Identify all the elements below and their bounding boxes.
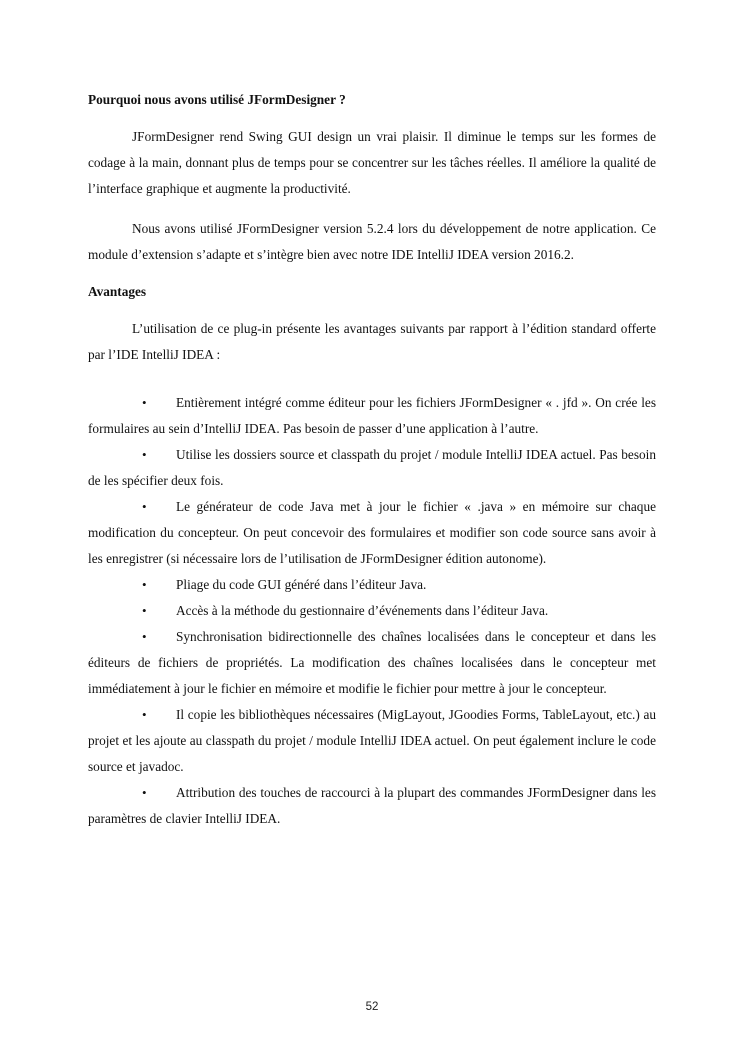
list-item: [88, 702, 656, 780]
paragraph-jformdesigner-version: Nous avons utilisé JFormDesigner version 5.2.4 lors du développement de notre application. Ce module d’extension s’adapte et s’intègre bien avec notre IDE IntelliJ IDEA version 2016.2.: [88, 221, 656, 262]
bullet-icon: •: [142, 499, 147, 514]
paragraph-jformdesigner-benefits: JFormDesigner rend Swing GUI design un vrai plaisir. Il diminue le temps sur les formes de codage à la main, donnant plus de temps pour se concentrer sur les tâches réelles. Il améliore la qualité de l’interface graphique et augmente la productivité.: [88, 129, 656, 196]
document-page: [88, 90, 656, 832]
list-item-text: Synchronisation bidirectionnelle des chaînes localisées dans le concepteur et dans les éditeurs de fichiers de propriétés. La modification des chaînes localisées dans le concepteur met immédiatement à jour le fichier en mémoire et modifie le fichier pour mettre à jour le concepteur.: [88, 629, 656, 696]
list-item: [88, 780, 656, 832]
list-item-text: Accès à la méthode du gestionnaire d’événements dans l’éditeur Java.: [176, 603, 549, 618]
section-heading-avantages: Avantages: [88, 284, 147, 299]
list-item-text: Utilise les dossiers source et classpath du projet / module IntelliJ IDEA actuel. Pas besoin de les spécifier deux fois.: [88, 447, 656, 488]
bullet-icon: •: [142, 577, 147, 592]
bullet-icon: •: [142, 447, 147, 462]
bullet-icon: •: [142, 785, 147, 800]
section-heading-why-jformdesigner: Pourquoi nous avons utilisé JFormDesigner ?: [88, 92, 346, 107]
list-item-text: Il copie les bibliothèques nécessaires (MigLayout, JGoodies Forms, TableLayout, etc.) au projet et les ajoute au classpath du projet / module IntelliJ IDEA actuel. On peut également inclure le code source et javadoc.: [88, 707, 656, 774]
bullet-icon: •: [142, 603, 147, 618]
list-item-text: Entièrement intégré comme éditeur pour les fichiers JFormDesigner « . jfd ». On crée les formulaires au sein d’IntelliJ IDEA. Pas besoin de passer d’une application à l’autre.: [88, 395, 656, 436]
list-item-text: Le générateur de code Java met à jour le fichier « .java » en mémoire sur chaque modification du concepteur. On peut concevoir des formulaires et modifier son code source sans avoir à les enregistrer (si nécessaire lors de l’utilisation de JFormDesigner édition autonome).: [88, 499, 656, 566]
advantages-list: [88, 390, 656, 832]
bullet-icon: •: [142, 395, 147, 410]
list-item: [88, 494, 656, 572]
page-number: 52: [365, 1001, 379, 1013]
list-item: [88, 572, 656, 598]
list-item-text: Attribution des touches de raccourci à la plupart des commandes JFormDesigner dans les paramètres de clavier IntelliJ IDEA.: [88, 785, 656, 826]
list-item-text: Pliage du code GUI généré dans l’éditeur Java.: [176, 577, 427, 592]
list-item: [88, 598, 656, 624]
list-item: [88, 442, 656, 494]
bullet-icon: •: [142, 629, 147, 644]
list-item: [88, 390, 656, 442]
list-item: [88, 624, 656, 702]
bullet-icon: •: [142, 707, 147, 722]
paragraph-avantages-intro: L’utilisation de ce plug-in présente les avantages suivants par rapport à l’édition standard offerte par l’IDE IntelliJ IDEA :: [88, 321, 656, 362]
